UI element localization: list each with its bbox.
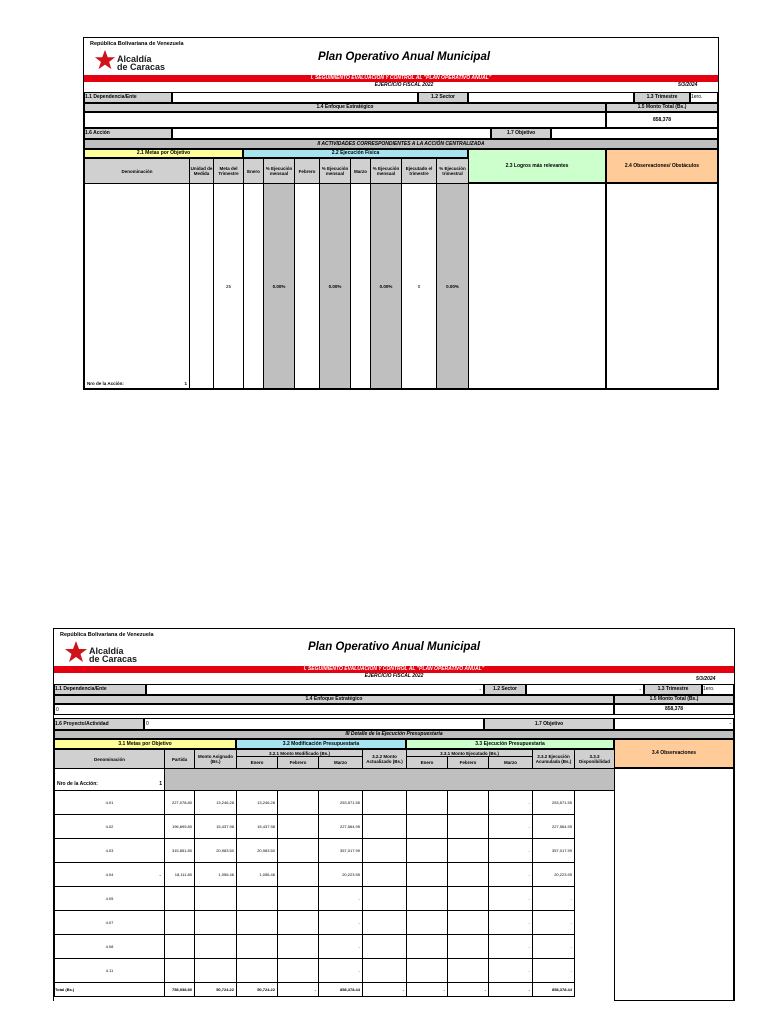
- ejec-enero-cell[interactable]: [363, 887, 407, 911]
- objetivo-dash: -: [729, 721, 731, 727]
- mod-febrero-cell: 1,056.46: [237, 863, 278, 887]
- logo-line1: Alcaldía: [117, 54, 152, 64]
- col-marzo: Marzo: [351, 159, 371, 184]
- col-denominacion: Denominación: [85, 159, 190, 184]
- observ-header: 3.4 Observaciones: [614, 739, 734, 768]
- ejec-marzo-cell[interactable]: [448, 959, 489, 983]
- presupuesto-table: [54, 749, 615, 997]
- actividades-table: [84, 158, 469, 389]
- partida-cell: 4.01: [55, 791, 165, 815]
- col-ejec-marzo: Marzo: [489, 757, 533, 769]
- table-row: [55, 887, 615, 911]
- objetivo-label-2: 1.7 Objetivo: [484, 718, 614, 730]
- accion-field[interactable]: [172, 128, 491, 139]
- monto-actualizado-cell: -: [319, 911, 363, 935]
- ejec-enero-cell[interactable]: [363, 815, 407, 839]
- col-mod-febrero: Febrero: [278, 757, 319, 769]
- enfoque-field[interactable]: [84, 112, 606, 128]
- trimestre-label: 1.3 Trimestre: [634, 92, 690, 103]
- dependencia-field-2[interactable]: [146, 684, 484, 695]
- col-mod-marzo: Marzo: [319, 757, 363, 769]
- trimestre-value-2: 1ero.: [702, 684, 734, 695]
- mod-marzo-cell[interactable]: [278, 911, 319, 935]
- objetivo-field-2[interactable]: [614, 718, 734, 730]
- total-monto-asignado-cell: 758,938.80: [165, 983, 195, 997]
- nro-accion-value-2: 1: [159, 781, 162, 787]
- logros-field[interactable]: [468, 183, 606, 389]
- partida-cell: 4.08: [55, 935, 165, 959]
- total-disponibilidad-cell: 858,378.44: [533, 983, 575, 997]
- monto-total-value-2: 858,378: [614, 704, 734, 715]
- trimestre-label-2: 1.3 Trimestre: [644, 684, 702, 695]
- objetivo-field[interactable]: [551, 128, 718, 139]
- mod-enero-cell[interactable]: [195, 911, 237, 935]
- ejec-enero-cell[interactable]: [363, 791, 407, 815]
- col-pct-marzo: % Ejecución mensual: [371, 159, 402, 184]
- sector-field[interactable]: [468, 92, 634, 103]
- mod-febrero-cell[interactable]: [237, 935, 278, 959]
- page-2-sheet: [53, 628, 735, 1001]
- enfoque-label-2: 1.4 Enfoque Estratégico: [54, 695, 614, 704]
- ejec-acumulada-cell: -: [489, 863, 533, 887]
- ejec-enero-cell[interactable]: [363, 959, 407, 983]
- col-monto-asig: Monto Asignado (Bs.): [195, 750, 237, 769]
- col-ejec-acum: 3.3.2 Ejecución Acumulada (Bs.): [533, 750, 575, 769]
- table-row: [55, 935, 615, 959]
- mod-marzo-cell[interactable]: [278, 887, 319, 911]
- table-row: [55, 815, 615, 839]
- logo-line2: de Caracas: [117, 62, 166, 72]
- disponibilidad-cell: -: [533, 887, 575, 911]
- monto-actualizado-cell: -: [319, 935, 363, 959]
- disponibilidad-cell: 357,017.99: [533, 839, 575, 863]
- partida-cell: 4.05: [55, 887, 165, 911]
- sector-label-2: 1.2 Sector: [484, 684, 526, 695]
- col-febrero: Febrero: [295, 159, 320, 184]
- col-ejec-febrero: Febrero: [448, 757, 489, 769]
- logo-text: [117, 55, 165, 71]
- table-row: [55, 839, 615, 863]
- col-disponib: 3.3.3 Disponibilidad: [575, 750, 615, 769]
- mod-febrero-cell: 20,983.50: [237, 839, 278, 863]
- logo-line1: Alcaldía: [89, 646, 124, 656]
- col-partida: Partida: [165, 750, 195, 769]
- denominacion-dash: -: [159, 873, 161, 879]
- mod-marzo-cell[interactable]: [278, 839, 319, 863]
- dependencia-dash: -: [479, 687, 481, 693]
- disponibilidad-cell: 20,223.95: [533, 863, 575, 887]
- col-pct-febrero: % Ejecución mensual: [320, 159, 351, 184]
- monto-asignado-cell[interactable]: [165, 935, 195, 959]
- mod-febrero-cell[interactable]: [237, 959, 278, 983]
- col-ejec-enero: Enero: [407, 757, 448, 769]
- nro-accion-value: 1: [184, 381, 187, 386]
- enfoque-label: 1.4 Enfoque Estratégico: [84, 103, 606, 112]
- dependencia-label-2: 1.1 Dependencia/Ente: [54, 684, 146, 695]
- mod-marzo-cell[interactable]: [278, 791, 319, 815]
- observaciones-field-2[interactable]: [614, 768, 734, 1001]
- table-row: [85, 184, 469, 389]
- actividades-header: II ACTIVIDADES CORRESPONDIENTES A LA ACCIÓN CENTRALIZADA: [84, 139, 718, 149]
- header-row-1: [55, 750, 615, 757]
- mod-enero-cell: 13,246.28: [195, 791, 237, 815]
- proyecto-value: 0: [146, 721, 149, 727]
- ejec-marzo-cell[interactable]: [448, 935, 489, 959]
- pct-trimestral-cell: 0.00%: [437, 184, 469, 389]
- logo-text-2: [89, 647, 137, 663]
- trimestre-value: 1ero.: [690, 92, 718, 103]
- total-mod-marzo-cell: -: [278, 983, 319, 997]
- mod-febrero-cell[interactable]: [237, 887, 278, 911]
- ejec-enero-cell[interactable]: [363, 935, 407, 959]
- col-monto-ejec: 3.3.1 Monto Ejecutado (Bs.): [407, 750, 533, 757]
- table-row: [55, 911, 615, 935]
- monto-asignado-cell[interactable]: [165, 887, 195, 911]
- col-pct-trimestral: % Ejecución trimestral: [437, 159, 469, 184]
- ejec-enero-cell[interactable]: [363, 839, 407, 863]
- col-unidad: Unidad de Medida: [190, 159, 214, 184]
- star-logo-icon: [94, 49, 116, 71]
- ejec-pres-header: 3.3 Ejecución Presupuestaria: [406, 739, 614, 749]
- mod-marzo-cell[interactable]: [278, 959, 319, 983]
- monto-actualizado-cell: 20,223.95: [319, 863, 363, 887]
- pct-enero-cell: 0.00%: [264, 184, 295, 389]
- col-meta: Meta del Trimestre: [214, 159, 244, 184]
- ejec-acumulada-cell: -: [489, 959, 533, 983]
- table-row: [55, 863, 615, 887]
- logros-header: 2.3 Logros más relevantes: [468, 149, 606, 183]
- ejec-acumulada-cell: -: [489, 791, 533, 815]
- ejec-febrero-cell[interactable]: [407, 791, 448, 815]
- ejec-acumulada-cell: -: [489, 935, 533, 959]
- total-mod-febrero-cell: 50,724.22: [237, 983, 278, 997]
- ejec-marzo-cell[interactable]: [448, 911, 489, 935]
- ejec-febrero-cell[interactable]: [407, 911, 448, 935]
- unidad-cell[interactable]: [190, 184, 214, 389]
- total-ejec-febrero-cell: -: [407, 983, 448, 997]
- total-ejec-acumulada-cell: -: [489, 983, 533, 997]
- date-2: 5/3/2024: [696, 676, 716, 682]
- mod-enero-cell[interactable]: [195, 959, 237, 983]
- monto-actualizado-cell: 253,571.55: [319, 791, 363, 815]
- metas-header: 2.1 Metas por Objetivo: [84, 149, 243, 158]
- monto-actualizado-cell: 227,564.95: [319, 815, 363, 839]
- partida-cell: 4.04: [55, 863, 165, 887]
- denominacion-cell: [85, 184, 190, 389]
- ejecutado-cell: 0: [402, 184, 437, 389]
- col-ejecutado: Ejecutado el trimestre: [402, 159, 437, 184]
- enfoque-field-2[interactable]: [54, 704, 614, 715]
- fiscal-year-2: EJERCICIO FISCAL 2022: [364, 673, 424, 679]
- objetivo-label: 1.7 Objetivo: [491, 128, 551, 139]
- monto-actualizado-cell: -: [319, 959, 363, 983]
- star-logo-icon: [64, 640, 88, 664]
- monto-asignado-cell: 18,111.80: [165, 863, 195, 887]
- page-title-2: Plan Operativo Anual Municipal: [307, 641, 481, 653]
- metas-header-2: 3.1 Metas por Objetivo: [54, 739, 236, 749]
- sector-label: 1.2 Sector: [418, 92, 468, 103]
- mod-enero-cell: 15,437.98: [195, 815, 237, 839]
- mod-enero-cell: 1,056.46: [195, 863, 237, 887]
- col-monto-act: 3.2.2 Monto Actualizado (Bs.): [363, 750, 407, 769]
- mod-marzo-cell[interactable]: [278, 935, 319, 959]
- ejec-febrero-cell[interactable]: [407, 887, 448, 911]
- ejec-marzo-cell[interactable]: [448, 863, 489, 887]
- pct-marzo-cell: 0.00%: [371, 184, 402, 389]
- modif-header: 3.2 Modificación Presupuestaria: [236, 739, 406, 749]
- partida-cell: 4.07: [55, 911, 165, 935]
- fiscal-year: EJERCICIO FISCAL 2022: [374, 82, 434, 88]
- monto-total-label: 1.5 Monto Total (Bs.): [606, 103, 718, 112]
- meta-cell: 25: [214, 184, 244, 389]
- proyecto-label: 1.6 Proyecto/Actividad: [54, 718, 144, 730]
- date: 5/3/2024: [678, 82, 698, 88]
- page-title: Plan Operativo Anual Municipal: [317, 51, 491, 63]
- section-bar: I. SEGUIMIENTO EVALUACIÓN Y CONTROL AL "PLAN OPERATIVO ANUAL": [84, 75, 718, 82]
- ejec-acumulada-cell: -: [489, 839, 533, 863]
- col-pct-enero: % Ejecución mensual: [264, 159, 295, 184]
- org-name-2: República Bolivariana de Venezuela: [60, 632, 154, 638]
- disponibilidad-cell: 227,564.95: [533, 815, 575, 839]
- nro-accion-label-2: Nro de la Acción:: [57, 781, 98, 787]
- total-ejec-marzo-cell: -: [448, 983, 489, 997]
- mod-enero-cell[interactable]: [195, 935, 237, 959]
- ejec-acumulada-cell: -: [489, 911, 533, 935]
- ejec-acumulada-cell: -: [489, 887, 533, 911]
- proyecto-field[interactable]: [144, 718, 484, 730]
- ejec-febrero-cell[interactable]: [407, 959, 448, 983]
- mod-febrero-cell[interactable]: [237, 911, 278, 935]
- monto-asignado-cell: 315,851.80: [165, 839, 195, 863]
- sector-dash: -: [639, 687, 641, 693]
- disponibilidad-cell: 253,571.55: [533, 791, 575, 815]
- mod-marzo-cell[interactable]: [278, 815, 319, 839]
- col-enero: Enero: [244, 159, 264, 184]
- monto-asignado-cell: 196,899.80: [165, 815, 195, 839]
- table-row: [55, 791, 615, 815]
- total-partida-cell: Total (Bs.): [55, 983, 165, 997]
- dependencia-label: 1.1 Dependencia/Ente: [84, 92, 172, 103]
- total-monto-actualizado-cell: 858,378.44: [319, 983, 363, 997]
- mod-enero-cell[interactable]: [195, 887, 237, 911]
- pct-febrero-cell: 0.00%: [320, 184, 351, 389]
- grey-band: [165, 769, 615, 791]
- ejec-febrero-cell[interactable]: [407, 863, 448, 887]
- monto-total-label-2: 1.5 Monto Total (Bs.): [614, 695, 734, 704]
- ejec-marzo-cell[interactable]: [448, 815, 489, 839]
- column-header-row: [85, 159, 469, 184]
- nro-accion-label: Nro de la Acción:: [87, 381, 124, 386]
- col-monto-mod: 3.2.1 Monto Modificado (Bs.): [237, 750, 363, 757]
- accion-label: 1.6 Acción: [84, 128, 172, 139]
- partida-cell: 4.11: [55, 959, 165, 983]
- sector-field-2[interactable]: [526, 684, 644, 695]
- monto-asignado-cell[interactable]: [165, 959, 195, 983]
- col-mod-enero: Enero: [237, 757, 278, 769]
- enfoque-zero: 0: [56, 707, 59, 713]
- table-row: [55, 959, 615, 983]
- monto-total-value: 858,378: [606, 112, 718, 128]
- detalle-header: III Detalle de la Ejecución Presupuestaria: [54, 730, 734, 739]
- mod-marzo-cell[interactable]: [278, 863, 319, 887]
- monto-actualizado-cell: -: [319, 887, 363, 911]
- observaciones-field[interactable]: [606, 183, 718, 389]
- enero-cell[interactable]: [244, 184, 264, 389]
- total-mod-enero-cell: 50,724.22: [195, 983, 237, 997]
- grey-spacer-row: [55, 769, 615, 791]
- ejec-febrero-cell[interactable]: [407, 839, 448, 863]
- total-ejec-enero-cell: -: [363, 983, 407, 997]
- disponibilidad-cell: -: [533, 911, 575, 935]
- ejec-fisica-header: 2.2 Ejecución Física: [243, 149, 468, 158]
- mod-febrero-cell: 13,246.28: [237, 791, 278, 815]
- dependencia-field[interactable]: [172, 92, 418, 103]
- partida-cell: 4.02: [55, 815, 165, 839]
- ejec-enero-cell[interactable]: [363, 911, 407, 935]
- ejec-acumulada-cell: -: [489, 815, 533, 839]
- partida-cell: 4.03: [55, 839, 165, 863]
- disponibilidad-cell: -: [533, 935, 575, 959]
- total-row: [55, 983, 615, 997]
- mod-febrero-cell: 15,437.98: [237, 815, 278, 839]
- mod-enero-cell: 20,983.50: [195, 839, 237, 863]
- ejec-febrero-cell[interactable]: [407, 935, 448, 959]
- col-denominacion-2: Denominación: [55, 750, 165, 769]
- monto-actualizado-cell: 357,017.99: [319, 839, 363, 863]
- logo-line2: de Caracas: [89, 654, 138, 664]
- marzo-cell[interactable]: [351, 184, 371, 389]
- ejec-febrero-cell[interactable]: [407, 815, 448, 839]
- ejec-marzo-cell[interactable]: [448, 887, 489, 911]
- ejec-enero-cell[interactable]: [363, 863, 407, 887]
- febrero-cell[interactable]: [295, 184, 320, 389]
- section-bar-2: I. SEGUIMIENTO EVALUACIÓN Y CONTROL AL "PLAN OPERATIVO ANUAL": [54, 666, 734, 673]
- disponibilidad-cell: -: [533, 959, 575, 983]
- ejec-marzo-cell[interactable]: [448, 791, 489, 815]
- monto-asignado-cell[interactable]: [165, 911, 195, 935]
- ejec-marzo-cell[interactable]: [448, 839, 489, 863]
- page-1-sheet: [83, 37, 719, 390]
- monto-asignado-cell: 227,078.80: [165, 791, 195, 815]
- org-name: República Bolivariana de Venezuela: [90, 41, 184, 47]
- observaciones-header: 2.4 Observaciones/ Obstáculos: [606, 149, 718, 183]
